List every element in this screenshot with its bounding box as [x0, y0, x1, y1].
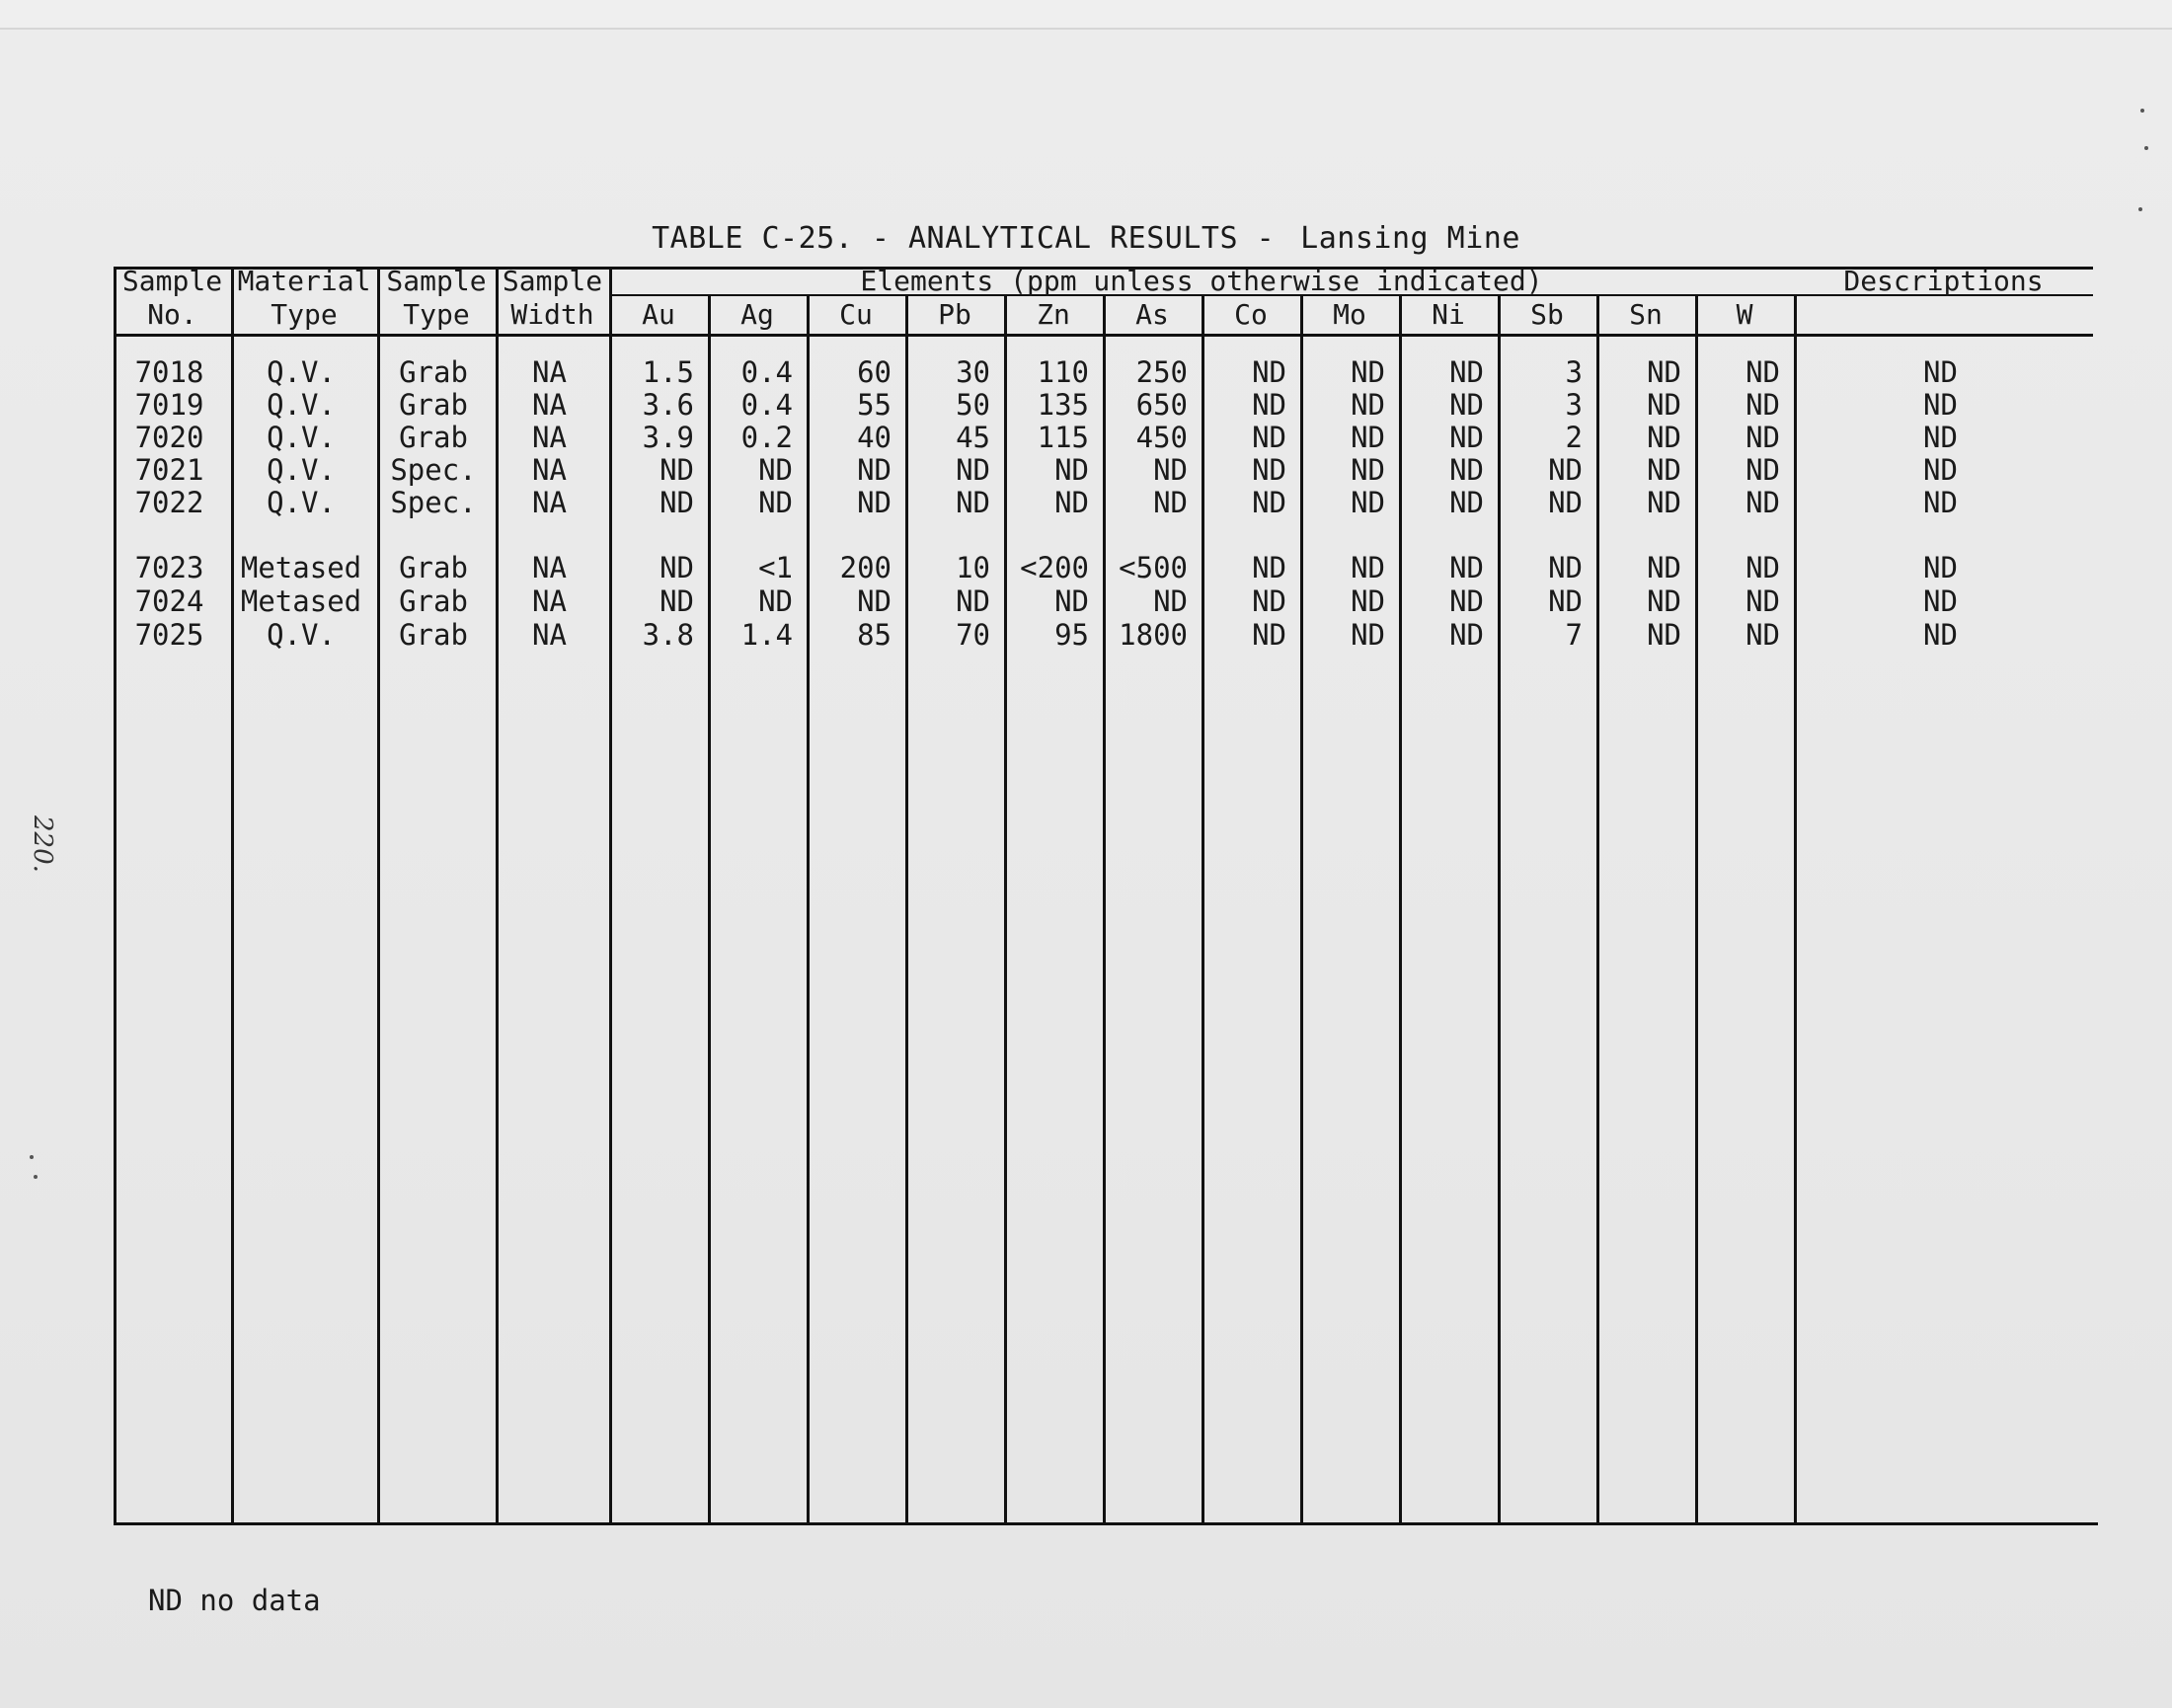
cell-r2-c7: 45 [956, 421, 990, 454]
cell-r1-c12: ND [1449, 388, 1484, 422]
header-bottom-0: No. [147, 298, 197, 331]
cell-r5-c12: ND [1449, 551, 1484, 584]
header-bottom-1: Type [271, 298, 338, 331]
scan-speck [34, 1175, 38, 1179]
cell-r1-c5: 0.4 [740, 388, 793, 422]
cell-r7-c15: ND [1745, 618, 1780, 652]
scan-speck [30, 1155, 34, 1159]
header-bottom-3: Width [510, 298, 594, 331]
header-top-3: Sample [502, 265, 603, 297]
cell-r2-c14: ND [1647, 421, 1681, 454]
cell-r1-c8: 135 [1037, 388, 1089, 422]
cell-r5-c0: 7023 [134, 551, 204, 584]
element-col-au: Au [642, 298, 675, 331]
cell-r6-c16: ND [1923, 584, 1958, 618]
cell-r3-c13: ND [1548, 453, 1583, 487]
header-bottom-2: Type [403, 298, 470, 331]
cell-r2-c8: 115 [1037, 421, 1089, 454]
cell-r6-c5: ND [758, 584, 793, 618]
cell-r1-c14: ND [1647, 388, 1681, 422]
cell-r0-c13: 3 [1565, 355, 1583, 389]
cell-r2-c5: 0.2 [740, 421, 793, 454]
margin-page-note: 220. [28, 815, 57, 873]
cell-r4-c15: ND [1745, 486, 1780, 519]
element-col-mo: Mo [1333, 298, 1366, 331]
cell-r7-c16: ND [1923, 618, 1958, 652]
cell-r3-c15: ND [1745, 453, 1780, 487]
cell-r2-c1: Q.V. [267, 421, 336, 454]
cell-r2-c4: 3.9 [642, 421, 694, 454]
cell-r3-c4: ND [659, 453, 694, 487]
header-top-0: Sample [121, 265, 223, 297]
table-title [0, 221, 2172, 267]
cell-r3-c0: 7021 [134, 453, 204, 487]
cell-r1-c11: ND [1351, 388, 1385, 422]
descriptions-header: Descriptions [1843, 265, 2044, 297]
cell-r6-c1: Metased [240, 584, 362, 618]
cell-r6-c7: ND [956, 584, 990, 618]
element-col-zn: Zn [1037, 298, 1070, 331]
cell-r0-c2: Grab [399, 355, 468, 389]
cell-r4-c3: NA [532, 486, 567, 519]
elements-group-header: Elements (ppm unless otherwise indicated) [860, 265, 1543, 297]
cell-r7-c7: 70 [956, 618, 990, 652]
cell-r0-c4: 1.5 [642, 355, 694, 389]
element-col-co: Co [1234, 298, 1268, 331]
cell-r6-c9: ND [1153, 584, 1188, 618]
cell-r4-c10: ND [1252, 486, 1286, 519]
cell-r6-c0: 7024 [134, 584, 204, 618]
cell-r6-c2: Grab [399, 584, 468, 618]
cell-r5-c13: ND [1548, 551, 1583, 584]
header-top-2: Sample [386, 265, 487, 297]
cell-r5-c9: <500 [1119, 551, 1188, 584]
element-col-cu: Cu [839, 298, 873, 331]
cell-r0-c0: 7018 [134, 355, 204, 389]
cell-r1-c7: 50 [956, 388, 990, 422]
cell-r6-c14: ND [1647, 584, 1681, 618]
cell-r3-c6: ND [857, 453, 892, 487]
cell-r7-c13: 7 [1565, 618, 1583, 652]
cell-r1-c3: NA [532, 388, 567, 422]
cell-r0-c1: Q.V. [267, 355, 336, 389]
document-page [0, 28, 2172, 1708]
cell-r2-c3: NA [532, 421, 567, 454]
cell-r7-c8: 95 [1054, 618, 1089, 652]
cell-r3-c2: Spec. [390, 453, 477, 487]
cell-r1-c0: 7019 [134, 388, 204, 422]
cell-r1-c1: Q.V. [267, 388, 336, 422]
cell-r0-c11: ND [1351, 355, 1385, 389]
cell-r3-c16: ND [1923, 453, 1958, 487]
cell-r2-c2: Grab [399, 421, 468, 454]
cell-r6-c6: ND [857, 584, 892, 618]
cell-r4-c4: ND [659, 486, 694, 519]
cell-r4-c2: Spec. [390, 486, 477, 519]
cell-r7-c2: Grab [399, 618, 468, 652]
cell-r5-c10: ND [1252, 551, 1286, 584]
cell-r5-c16: ND [1923, 551, 1958, 584]
footnote: ND no data [148, 1584, 321, 1617]
table-title-main: TABLE C-25. - ANALYTICAL RESULTS - [652, 221, 1276, 256]
cell-r6-c11: ND [1351, 584, 1385, 618]
rule-bottom [114, 1522, 2098, 1525]
cell-r4-c12: ND [1449, 486, 1484, 519]
cell-r5-c11: ND [1351, 551, 1385, 584]
element-col-pb: Pb [938, 298, 971, 331]
element-col-sb: Sb [1530, 298, 1564, 331]
cell-r2-c15: ND [1745, 421, 1780, 454]
element-col-as: As [1135, 298, 1169, 331]
element-col-ag: Ag [740, 298, 774, 331]
cell-r4-c0: 7022 [134, 486, 204, 519]
cell-r0-c7: 30 [956, 355, 990, 389]
cell-r7-c14: ND [1647, 618, 1681, 652]
scan-speck [2138, 207, 2142, 211]
cell-r3-c9: ND [1153, 453, 1188, 487]
cell-r1-c10: ND [1252, 388, 1286, 422]
cell-r5-c3: NA [532, 551, 567, 584]
cell-r0-c8: 110 [1037, 355, 1089, 389]
cell-r3-c7: ND [956, 453, 990, 487]
cell-r2-c0: 7020 [134, 421, 204, 454]
cell-r6-c8: ND [1054, 584, 1089, 618]
cell-r6-c4: ND [659, 584, 694, 618]
cell-r4-c11: ND [1351, 486, 1385, 519]
cell-r4-c14: ND [1647, 486, 1681, 519]
cell-r4-c9: ND [1153, 486, 1188, 519]
cell-r3-c3: NA [532, 453, 567, 487]
cell-r2-c11: ND [1351, 421, 1385, 454]
cell-r5-c5: <1 [758, 551, 793, 584]
cell-r2-c13: 2 [1565, 421, 1583, 454]
cell-r0-c14: ND [1647, 355, 1681, 389]
cell-r7-c6: 85 [857, 618, 892, 652]
cell-r0-c9: 250 [1135, 355, 1188, 389]
cell-r2-c10: ND [1252, 421, 1286, 454]
cell-r1-c6: 55 [857, 388, 892, 422]
cell-r7-c11: ND [1351, 618, 1385, 652]
cell-r0-c5: 0.4 [740, 355, 793, 389]
cell-r7-c3: NA [532, 618, 567, 652]
element-col-w: W [1736, 298, 1753, 331]
cell-r6-c3: NA [532, 584, 567, 618]
table-title-location: Lansing Mine [1300, 221, 1520, 256]
cell-r0-c16: ND [1923, 355, 1958, 389]
cell-r4-c6: ND [857, 486, 892, 519]
cell-r6-c15: ND [1745, 584, 1780, 618]
cell-r3-c10: ND [1252, 453, 1286, 487]
cell-r5-c2: Grab [399, 551, 468, 584]
header-top-1: Material [237, 265, 371, 297]
cell-r0-c3: NA [532, 355, 567, 389]
cell-r7-c12: ND [1449, 618, 1484, 652]
element-col-ni: Ni [1432, 298, 1465, 331]
cell-r2-c9: 450 [1135, 421, 1188, 454]
cell-r4-c13: ND [1548, 486, 1583, 519]
cell-r7-c5: 1.4 [740, 618, 793, 652]
cell-r5-c4: ND [659, 551, 694, 584]
cell-r3-c12: ND [1449, 453, 1484, 487]
cell-r7-c9: 1800 [1119, 618, 1188, 652]
cell-r4-c8: ND [1054, 486, 1089, 519]
cell-r5-c8: <200 [1020, 551, 1089, 584]
cell-r7-c10: ND [1252, 618, 1286, 652]
cell-r6-c13: ND [1548, 584, 1583, 618]
cell-r1-c13: 3 [1565, 388, 1583, 422]
cell-r2-c12: ND [1449, 421, 1484, 454]
cell-r2-c16: ND [1923, 421, 1958, 454]
cell-r0-c12: ND [1449, 355, 1484, 389]
cell-r5-c7: 10 [956, 551, 990, 584]
cell-r7-c0: 7025 [134, 618, 204, 652]
element-col-sn: Sn [1629, 298, 1663, 331]
cell-r1-c2: Grab [399, 388, 468, 422]
cell-r3-c5: ND [758, 453, 793, 487]
cell-r5-c15: ND [1745, 551, 1780, 584]
cell-r5-c6: 200 [839, 551, 892, 584]
cell-r1-c15: ND [1745, 388, 1780, 422]
cell-r4-c7: ND [956, 486, 990, 519]
cell-r7-c4: 3.8 [642, 618, 694, 652]
cell-r3-c11: ND [1351, 453, 1385, 487]
cell-r4-c5: ND [758, 486, 793, 519]
cell-r0-c15: ND [1745, 355, 1780, 389]
cell-r3-c14: ND [1647, 453, 1681, 487]
cell-r1-c16: ND [1923, 388, 1958, 422]
cell-r6-c12: ND [1449, 584, 1484, 618]
cell-r0-c10: ND [1252, 355, 1286, 389]
scan-speck [2144, 146, 2148, 150]
cell-r1-c9: 650 [1135, 388, 1188, 422]
cell-r4-c16: ND [1923, 486, 1958, 519]
cell-r0-c6: 60 [857, 355, 892, 389]
cell-r5-c14: ND [1647, 551, 1681, 584]
cell-r3-c1: Q.V. [267, 453, 336, 487]
cell-r6-c10: ND [1252, 584, 1286, 618]
cell-r4-c1: Q.V. [267, 486, 336, 519]
cell-r1-c4: 3.6 [642, 388, 694, 422]
scan-speck [2140, 109, 2144, 113]
cell-r3-c8: ND [1054, 453, 1089, 487]
cell-r7-c1: Q.V. [267, 618, 336, 652]
cell-r2-c6: 40 [857, 421, 892, 454]
cell-r5-c1: Metased [240, 551, 362, 584]
